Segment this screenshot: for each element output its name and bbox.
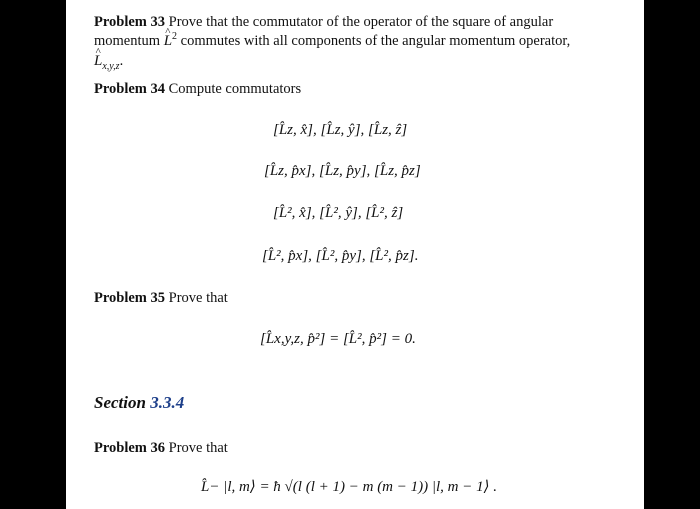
commutator-Lz-x: [L̂z, x̂] <box>273 122 314 138</box>
commutator-L2-z: [L̂², ẑ] <box>365 205 404 221</box>
commutator-row-4: [L̂², p̂x], [L̂², p̂y], [L̂², p̂z]. <box>262 248 419 264</box>
operator-L: L ^ <box>164 32 172 51</box>
problem-34-heading <box>94 80 301 99</box>
problem-34-text: Compute commutators <box>168 81 302 97</box>
section-number: 3.3.4 <box>150 393 185 412</box>
problem-36-heading <box>94 439 228 458</box>
commutator-row-3: [L̂², x̂], [L̂², ŷ], [L̂², ẑ] <box>273 205 404 221</box>
problem-34-label: Problem 34 <box>94 81 166 97</box>
problem-35-heading <box>94 289 228 308</box>
problem-36-text: Prove that <box>168 440 228 456</box>
problem-35-equation: [L̂x,y,z, p̂²] = [L̂², p̂²] = 0. <box>260 331 416 347</box>
problem-36-equation: L̂− |l, m⟩ = ħ √(l (l + 1) − m (m − 1)) |l, m − 1⟩ . <box>201 479 497 495</box>
commutator-Lz-py: [L̂z, p̂y] <box>319 163 367 179</box>
commutator-Lz-y: [L̂z, ŷ] <box>320 122 361 138</box>
commutator-L2-px: [L̂², p̂x] <box>262 248 309 264</box>
problem-33-text-rest: commutes with all components of the angular momentum operator, <box>180 33 571 49</box>
commutator-Lz-pz: [L̂z, p̂z] <box>374 163 421 179</box>
problem-33-line-1 <box>94 13 553 32</box>
problem-33-line-3 <box>94 52 123 71</box>
problem-35-text: Prove that <box>168 290 228 306</box>
commutator-Lz-z: [L̂z, ẑ] <box>368 122 408 138</box>
commutator-row-1: [L̂z, x̂], [L̂z, ŷ], [L̂z, ẑ] <box>273 122 408 138</box>
period: . <box>119 53 124 69</box>
problem-33-text: Prove that the commutator of the operator of the square of angular <box>168 14 554 30</box>
commutator-row-2: [L̂z, p̂x], [L̂z, p̂y], [L̂z, p̂z] <box>264 163 421 179</box>
commutator-L2-py: [L̂², p̂y] <box>315 248 362 264</box>
problem-35-label: Problem 35 <box>94 290 166 306</box>
section-heading <box>94 393 184 413</box>
problem-36-label: Problem 36 <box>94 440 166 456</box>
commutator-L2-y: [L̂², ŷ] <box>319 205 358 221</box>
operator-L-components: L ^ <box>94 52 102 71</box>
problem-33-text-momentum: momentum <box>94 33 161 49</box>
problem-33-line-2 <box>94 32 570 51</box>
commutator-L2-x: [L̂², x̂] <box>273 205 312 221</box>
problem-33-label: Problem 33 <box>94 14 166 30</box>
commutator-Lz-px: [L̂z, p̂x] <box>264 163 312 179</box>
superscript-2: 2 <box>172 31 178 42</box>
document-page <box>66 0 644 509</box>
commutator-L2-pz: [L̂², p̂z]. <box>369 248 419 264</box>
subscript-xyz: x,y,z <box>102 61 120 72</box>
section-word: Section <box>94 393 146 412</box>
